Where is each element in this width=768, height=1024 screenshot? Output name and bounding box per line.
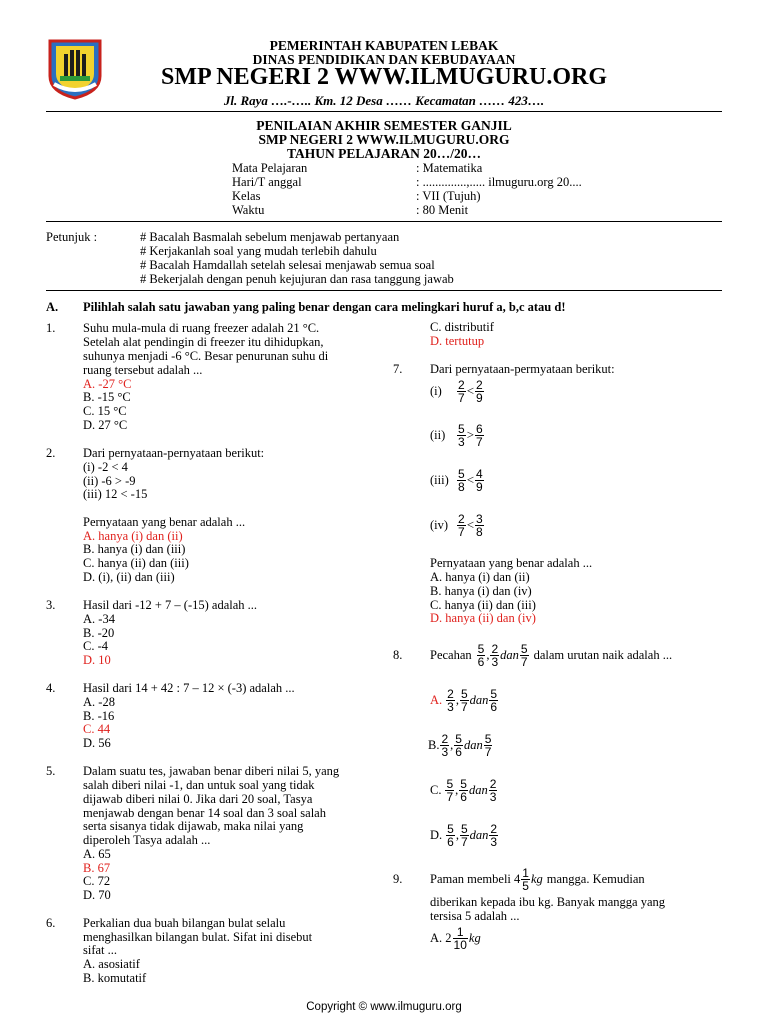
option[interactable]: B. -15 °C xyxy=(83,390,131,404)
option[interactable]: B. -16 xyxy=(83,709,115,723)
denominator: 3 xyxy=(441,744,449,759)
question-text: sifat ... xyxy=(83,943,118,957)
option-correct[interactable]: C. 44 xyxy=(83,722,111,736)
fraction xyxy=(454,733,463,758)
fraction xyxy=(446,688,455,713)
fraction xyxy=(475,513,484,538)
numerator: 2 xyxy=(447,686,454,701)
denominator: 9 xyxy=(476,390,483,405)
question-text: Hasil dari -12 + 7 – (-15) adalah ... xyxy=(83,598,258,612)
question-prompt: Pernyataan yang benar adalah ... xyxy=(430,556,593,570)
option[interactable]: A. hanya (i) dan (ii) xyxy=(430,570,530,584)
info-value: : Matematika xyxy=(416,161,483,175)
option-correct[interactable]: D. 10 xyxy=(83,653,111,667)
question-text: dalam urutan naik adalah ... xyxy=(533,647,673,662)
numerator: 5 xyxy=(460,686,468,701)
denominator: 3 xyxy=(458,434,465,449)
numerator: 1 xyxy=(453,926,468,939)
denominator: 7 xyxy=(446,789,454,804)
fraction xyxy=(521,867,530,892)
option[interactable] xyxy=(430,775,498,805)
numerator: 5 xyxy=(455,731,462,746)
info-value: : VII (Tujuh) xyxy=(416,189,481,203)
option-correct[interactable]: A. hanya (i) dan (ii) xyxy=(83,529,183,543)
question-text: serta sisanya tidak dijawab, maka nilai yang xyxy=(83,819,304,833)
numerator: 5 xyxy=(458,421,465,436)
option-correct[interactable] xyxy=(430,685,499,715)
denominator: 6 xyxy=(477,654,485,669)
option[interactable]: B. komutatif xyxy=(83,971,147,985)
fraction xyxy=(457,423,466,448)
section-title: Pilihlah salah satu jawaban yang paling benar dengan cara melingkari huruf a, b,c atau d! xyxy=(83,300,566,314)
info-value: : 80 Menit xyxy=(416,203,469,217)
numerator: 5 xyxy=(447,821,454,836)
word-dan: dan xyxy=(469,692,489,707)
comparison-operator: < xyxy=(466,517,475,532)
question-text: menjawab dengan benar 14 soal dan 3 soal salah xyxy=(83,806,326,820)
question-8-stem xyxy=(430,640,672,670)
fraction xyxy=(457,468,466,493)
numerator: 4 xyxy=(476,466,483,481)
info-divider xyxy=(46,221,722,222)
header-school-name: SMP NEGERI 2 WWW.ILMUGURU.ORG xyxy=(160,64,608,90)
question-9-stem xyxy=(430,864,645,894)
header-divider xyxy=(46,111,722,112)
comma: , xyxy=(486,647,490,662)
option-letter: A. xyxy=(430,692,443,707)
numerator: 5 xyxy=(477,641,485,656)
question-text: Pecahan xyxy=(430,647,472,662)
option[interactable]: C. distributif xyxy=(430,320,494,334)
option[interactable]: D. 56 xyxy=(83,736,111,750)
denominator: 3 xyxy=(489,789,497,804)
fraction xyxy=(489,688,498,713)
statement-ii xyxy=(430,420,485,450)
unit: kg xyxy=(468,930,481,945)
denominator: 6 xyxy=(460,789,467,804)
statement-label: (i) xyxy=(430,383,442,398)
fraction xyxy=(477,643,486,668)
comma: , xyxy=(455,782,459,797)
question-text: menghasilkan bilangan bulat. Sifat ini disebut xyxy=(83,930,313,944)
numerator: 5 xyxy=(458,466,465,481)
option[interactable]: A. asosiatif xyxy=(83,957,140,971)
question-number: 7. xyxy=(393,362,403,376)
instructions-divider xyxy=(46,290,722,291)
numerator: 2 xyxy=(458,511,465,526)
numerator: 5 xyxy=(484,731,492,746)
question-text: Perkalian dua buah bilangan bulat selalu xyxy=(83,916,286,930)
statement-iii xyxy=(430,465,485,495)
denominator: 7 xyxy=(458,390,465,405)
option[interactable]: D. 27 °C xyxy=(83,418,128,432)
option[interactable]: C. hanya (ii) dan (iii) xyxy=(83,556,189,570)
question-text: salah diberi nilai -1, dan untuk soal yang tidak xyxy=(83,778,315,792)
comparison-operator: < xyxy=(466,472,475,487)
denominator: 7 xyxy=(460,834,468,849)
statement-label: (ii) xyxy=(430,427,446,442)
denominator: 7 xyxy=(476,434,483,449)
question-text: diberikan kepada ibu kg. Banyak mangga yang xyxy=(430,895,665,909)
numerator: 5 xyxy=(446,776,454,791)
option-letter: C. xyxy=(430,782,442,797)
option-correct[interactable]: D. tertutup xyxy=(430,334,485,348)
question-number: 6. xyxy=(46,916,56,930)
option[interactable]: B. -20 xyxy=(83,626,115,640)
question-text: (i) -2 < 4 xyxy=(83,460,128,474)
numerator: 2 xyxy=(491,641,499,656)
denominator: 10 xyxy=(453,937,467,952)
fraction xyxy=(475,379,484,404)
denominator: 8 xyxy=(476,524,483,539)
denominator: 7 xyxy=(484,744,492,759)
numerator: 3 xyxy=(476,511,483,526)
option[interactable]: C. hanya (ii) dan (iii) xyxy=(430,598,536,612)
option-letter: D. xyxy=(430,827,443,842)
denominator: 3 xyxy=(491,654,499,669)
option-letter: B. xyxy=(428,737,440,752)
fraction xyxy=(446,823,455,848)
question-text: diperoleh Tasya adalah ... xyxy=(83,833,211,847)
question-text: (iii) 12 < -15 xyxy=(83,487,148,501)
option[interactable]: A. 65 xyxy=(83,847,111,861)
fraction xyxy=(460,823,469,848)
option-letter: A. 2 xyxy=(430,930,452,945)
statement-label: (iii) xyxy=(430,472,449,487)
question-text: Dari pernyataan-pernyataan berikut: xyxy=(83,446,265,460)
option[interactable]: C. 15 °C xyxy=(83,404,127,418)
word-dan: dan xyxy=(468,782,488,797)
comparison-operator: > xyxy=(466,427,475,442)
question-number: 8. xyxy=(393,648,403,662)
option[interactable] xyxy=(428,730,493,760)
info-label: Waktu xyxy=(232,203,265,217)
info-label: Mata Pelajaran xyxy=(232,161,308,175)
exam-school: SMP NEGERI 2 WWW.ILMUGURU.ORG xyxy=(258,132,510,147)
option-correct[interactable]: A. -27 °C xyxy=(83,377,132,391)
denominator: 6 xyxy=(490,699,498,714)
denominator: 8 xyxy=(458,479,465,494)
fraction xyxy=(520,643,529,668)
denominator: 3 xyxy=(490,834,498,849)
info-label: Hari/T anggal xyxy=(232,175,302,189)
question-text: Dalam suatu tes, jawaban benar diberi nilai 5, yang xyxy=(83,764,340,778)
option[interactable]: D. (i), (ii) dan (iii) xyxy=(83,570,175,584)
fraction xyxy=(489,778,498,803)
numerator: 1 xyxy=(522,865,529,880)
fraction xyxy=(440,733,449,758)
instruction-item: # Bekerjalah dengan penuh kejujuran dan rasa tanggung jawab xyxy=(140,272,454,286)
denominator: 7 xyxy=(460,699,468,714)
fraction xyxy=(457,513,466,538)
denominator: 6 xyxy=(447,834,454,849)
comma: , xyxy=(455,692,459,707)
question-prompt: Pernyataan yang benar adalah ... xyxy=(83,515,246,529)
question-text: suhunya menjadi -6 °C. Besar penurunan suhu di xyxy=(83,349,329,363)
header-government: PEMERINTAH KABUPATEN LEBAK xyxy=(269,38,499,53)
exam-title: PENILAIAN AKHIR SEMESTER GANJIL xyxy=(256,118,512,133)
word-dan: dan xyxy=(469,827,489,842)
fraction xyxy=(484,733,493,758)
statement-i xyxy=(430,376,485,406)
question-number: 5. xyxy=(46,764,56,778)
fraction xyxy=(445,778,454,803)
fraction xyxy=(460,688,469,713)
denominator: 3 xyxy=(447,699,454,714)
denominator: 7 xyxy=(458,524,465,539)
info-value: : ..............,..... ilmuguru.org 20.... xyxy=(416,175,582,189)
option[interactable]: C. -4 xyxy=(83,639,108,653)
word-dan: dan xyxy=(463,737,483,752)
info-label: Kelas xyxy=(232,189,261,203)
option-correct[interactable]: B. 67 xyxy=(83,861,111,875)
question-number: 9. xyxy=(393,872,403,886)
fraction xyxy=(453,926,468,951)
numerator: 5 xyxy=(520,641,528,656)
instruction-item: # Kerjakanlah soal yang mudah terlebih dahulu xyxy=(140,244,377,258)
question-text: Dari pernyataan-permyataan berikut: xyxy=(430,362,615,376)
fraction xyxy=(459,778,468,803)
numerator: 2 xyxy=(489,776,497,791)
question-number: 3. xyxy=(46,598,56,612)
option[interactable]: C. 72 xyxy=(83,874,111,888)
instruction-item: # Bacalah Hamdallah setelah selesai menjawab semua soal xyxy=(140,258,435,272)
option[interactable]: A. -28 xyxy=(83,695,115,709)
numerator: 2 xyxy=(441,731,449,746)
instructions-label: Petunjuk : xyxy=(46,230,98,244)
question-text: dijawab diberi nilai 0. Jika dari 20 soal, Tasya xyxy=(83,792,313,806)
question-text: mangga. Kemudian xyxy=(546,871,645,886)
header-address: Jl. Raya ….-….. Km. 12 Desa …… Kecamatan …… 423…. xyxy=(223,93,545,108)
fraction xyxy=(475,423,484,448)
denominator: 7 xyxy=(520,654,528,669)
fraction xyxy=(475,468,484,493)
comma: , xyxy=(450,737,454,752)
question-number: 1. xyxy=(46,321,56,335)
question-text: ruang tersebut adalah ... xyxy=(83,363,203,377)
denominator: 9 xyxy=(476,479,483,494)
numerator: 6 xyxy=(476,421,483,436)
option[interactable]: B. hanya (i) dan (iii) xyxy=(83,542,186,556)
question-text: (ii) -6 > -9 xyxy=(83,474,136,488)
question-text: tersisa 5 adalah ... xyxy=(430,909,520,923)
numerator: 2 xyxy=(490,821,498,836)
fraction xyxy=(457,379,466,404)
question-number: 4. xyxy=(46,681,56,695)
header-department: DINAS PENDIDIKAN DAN KEBUDAYAAN xyxy=(252,52,516,67)
unit: kg xyxy=(530,871,543,886)
denominator: 5 xyxy=(522,878,529,893)
copyright-footer: Copyright © www.ilmuguru.org xyxy=(306,1001,462,1013)
option[interactable]: A. -34 xyxy=(83,612,115,626)
comparison-operator: < xyxy=(466,383,475,398)
fraction xyxy=(490,643,499,668)
question-number: 2. xyxy=(46,446,56,460)
statement-label: (iv) xyxy=(430,517,449,532)
numerator: 2 xyxy=(476,377,483,392)
question-text: Setelah alat pendingin di freezer itu dihidupkan, xyxy=(83,335,324,349)
option[interactable] xyxy=(430,820,499,850)
denominator: 6 xyxy=(455,744,462,759)
option[interactable] xyxy=(430,923,481,953)
numerator: 5 xyxy=(460,821,468,836)
comma: , xyxy=(455,827,459,842)
question-text: Paman membeli 4 xyxy=(430,871,521,886)
option[interactable]: D. 70 xyxy=(83,888,111,902)
section-letter: A. xyxy=(46,300,59,314)
question-text: Suhu mula-mula di ruang freezer adalah 21 °C. xyxy=(83,321,320,335)
exam-year: TAHUN PELAJARAN 20…/20… xyxy=(286,146,481,161)
numerator: 5 xyxy=(490,686,498,701)
word-dan: dan xyxy=(500,647,519,662)
question-text: Hasil dari 14 + 42 : 7 – 12 × (-3) adalah ... xyxy=(83,681,295,695)
numerator: 2 xyxy=(458,377,465,392)
numerator: 5 xyxy=(460,776,467,791)
statement-iv xyxy=(430,510,485,540)
instruction-item: # Bacalah Basmalah sebelum menjawab pertanyaan xyxy=(140,230,400,244)
option-correct[interactable]: D. hanya (ii) dan (iv) xyxy=(430,611,536,625)
fraction xyxy=(489,823,498,848)
option[interactable]: B. hanya (i) dan (iv) xyxy=(430,584,532,598)
